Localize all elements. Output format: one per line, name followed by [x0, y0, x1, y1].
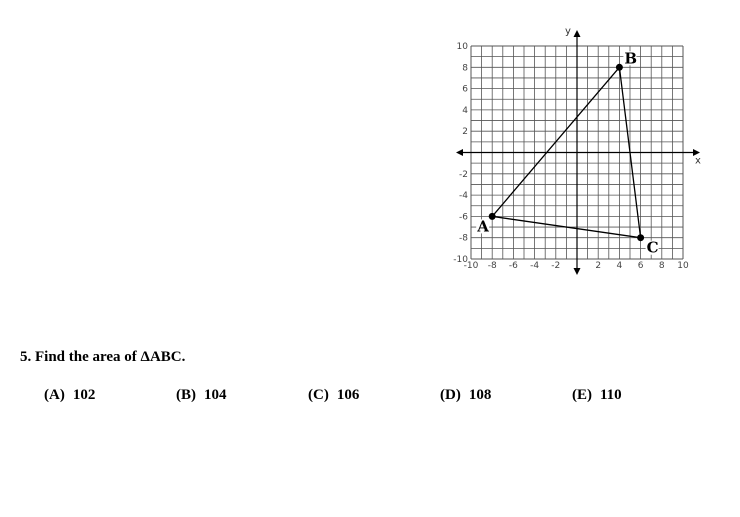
y-axis-label: y	[565, 26, 571, 37]
choice-e-value: 110	[600, 387, 622, 403]
x-tick-label: 6	[637, 261, 644, 271]
x-tick-label: -6	[508, 261, 518, 271]
choice-d[interactable]	[440, 387, 491, 404]
x-tick-label: 8	[658, 261, 665, 271]
choice-a-value: 102	[72, 387, 96, 403]
y-axis-arrow-down	[574, 268, 581, 275]
choice-e[interactable]	[572, 387, 622, 404]
y-tick-label: 6	[462, 84, 468, 95]
x-tick-label: 10	[677, 261, 689, 271]
y-tick-label: -2	[459, 169, 468, 180]
x-tick-label: 4	[616, 261, 623, 271]
y-tick-label: 8	[462, 63, 468, 74]
choice-b-value: 104	[204, 387, 227, 403]
vertex-point-b	[616, 64, 623, 71]
vertex-label-b: B	[624, 49, 638, 68]
y-tick-label: -4	[459, 191, 468, 202]
choice-a-letter: (A)	[44, 387, 65, 403]
y-tick-label: 10	[456, 42, 468, 52]
choice-b[interactable]	[176, 387, 227, 404]
question-text: 5. Find the area of ΔABC.	[20, 349, 186, 365]
y-axis-arrow-up	[574, 30, 581, 37]
choice-a[interactable]	[44, 387, 95, 404]
vertex-label-a: A	[477, 217, 489, 236]
choice-c-value: 106	[336, 387, 360, 403]
coordinate-graph	[440, 20, 740, 280]
x-tick-label: -8	[487, 261, 497, 271]
choice-c[interactable]	[308, 387, 359, 404]
y-tick-label: 4	[462, 105, 468, 116]
x-tick-label: 2	[595, 261, 602, 271]
x-axis-label: x	[695, 155, 701, 167]
y-tick-label: -10	[453, 255, 468, 265]
x-axis-arrow-left	[456, 149, 463, 156]
choice-d-value: 108	[468, 387, 492, 403]
y-tick-label: 2	[462, 127, 468, 138]
x-tick-label: -10	[463, 261, 479, 271]
x-tick-label: -2	[551, 261, 561, 271]
choice-d-letter: (D)	[440, 387, 461, 403]
x-tick-label: -4	[530, 261, 540, 271]
y-tick-label: -8	[459, 233, 468, 244]
choice-c-letter: (C)	[308, 387, 329, 403]
vertex-point-a	[489, 213, 496, 220]
vertex-label-c: C	[646, 238, 659, 257]
vertex-point-c	[637, 234, 644, 241]
choice-e-letter: (E)	[572, 387, 592, 403]
y-tick-label: -6	[459, 212, 468, 223]
choice-b-letter: (B)	[176, 387, 196, 403]
